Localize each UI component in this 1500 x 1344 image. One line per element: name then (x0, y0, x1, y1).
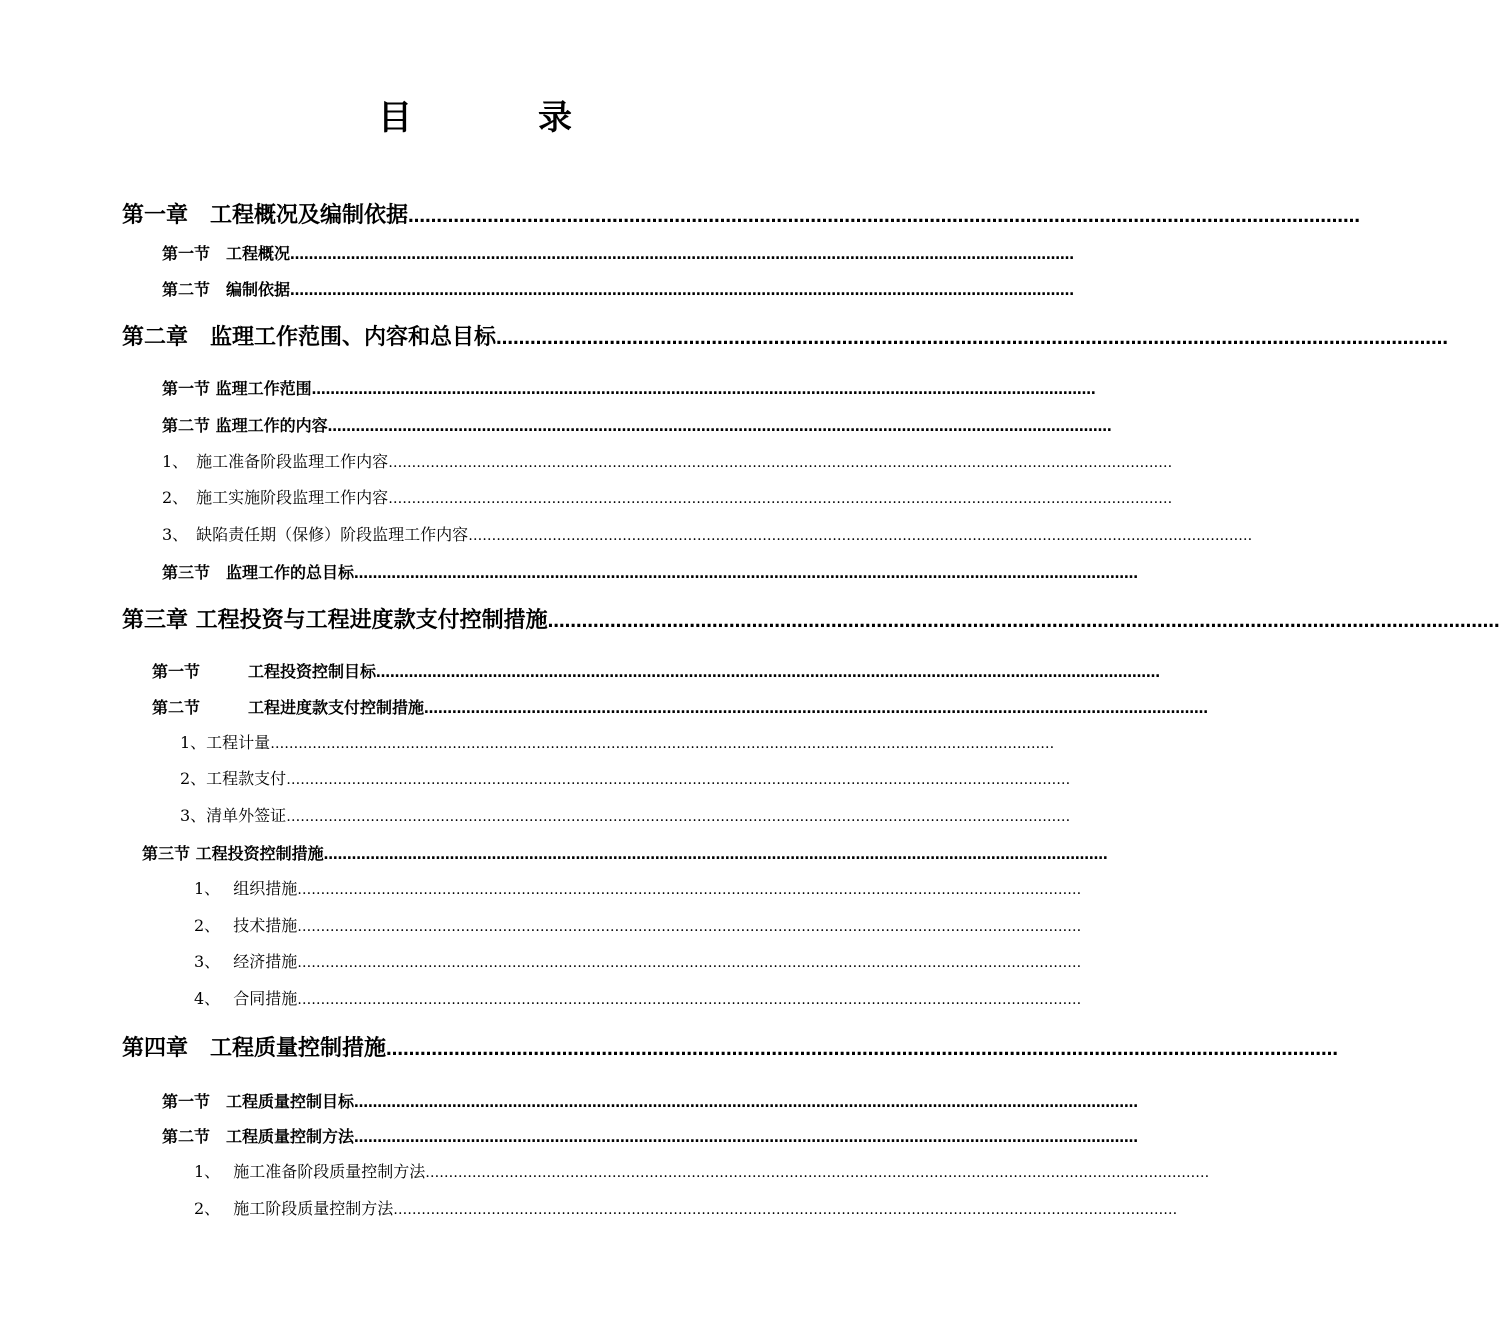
toc-leader-dots: …………………………………………………………………………………………………………………………………………………… (297, 882, 1082, 898)
toc-entry-text: 1、 施工准备阶段监理工作内容 (162, 452, 389, 471)
toc-leader-dots: …………………………………………………………………………………………………………………………………………………… (270, 736, 1055, 752)
toc-leader-dots: …………………………………………………………………………………………………………………………………………………… (297, 919, 1082, 935)
toc-entry-text: 第一节 工程投资控制目标 (152, 662, 377, 681)
toc-entry-text: 第二节 工程质量控制方法 (162, 1127, 355, 1146)
toc-chapter-2[interactable] (122, 322, 1449, 354)
toc-leader-dots: …………………………………………………………………………………………………………………………………………………… (354, 566, 1139, 582)
toc-section-2-2[interactable] (162, 414, 1112, 438)
toc-entry-text: 2、 技术措施 (194, 916, 298, 935)
toc-entry-text: 第二节 监理工作的内容 (162, 416, 328, 435)
toc-leader-dots: …………………………………………………………………………………………………………………………………………………… (386, 1040, 1339, 1060)
toc-leader-dots: …………………………………………………………………………………………………………………………………………………… (496, 329, 1449, 349)
toc-entry-text: 3、 缺陷责任期（保修）阶段监理工作内容 (162, 525, 469, 544)
toc-chapter-3[interactable] (122, 605, 1500, 637)
toc-section-2-3[interactable] (162, 561, 1139, 585)
toc-chapter-4[interactable] (122, 1033, 1339, 1065)
toc-section-3-1[interactable] (152, 660, 1161, 684)
toc-leader-dots: …………………………………………………………………………………………………………………………………………………… (388, 491, 1173, 507)
toc-entry-text: 2、 施工实施阶段监理工作内容 (162, 488, 389, 507)
toc-entry-text: 1、 组织措施 (194, 879, 298, 898)
toc-section-3-3[interactable] (142, 842, 1108, 866)
toc-leader-dots: …………………………………………………………………………………………………………………………………………………… (388, 455, 1173, 471)
toc-entry-text: 第二节 编制依据 (162, 280, 291, 299)
toc-item-3-3-2[interactable] (194, 914, 1082, 938)
toc-entry-text: 第二节 工程进度款支付控制措施 (152, 698, 425, 717)
toc-leader-dots: …………………………………………………………………………………………………………………………………………………… (297, 955, 1082, 971)
toc-entry-text: 4、 合同措施 (194, 989, 298, 1008)
toc-item-3-3-3[interactable] (194, 950, 1082, 974)
toc-item-3-2-3[interactable] (180, 804, 1071, 828)
toc-entry-text: 第二章 监理工作范围、内容和总目标 (122, 325, 497, 350)
toc-section-1-1[interactable] (162, 242, 1075, 266)
toc-entry-text: 1、工程计量 (180, 733, 271, 752)
toc-leader-dots: …………………………………………………………………………………………………………………………………………………… (354, 1095, 1139, 1111)
toc-section-2-1[interactable] (162, 377, 1096, 401)
toc-item-4-2-2[interactable] (194, 1197, 1178, 1221)
toc-leader-dots: …………………………………………………………………………………………………………………………………………………… (323, 847, 1108, 863)
toc-item-3-3-1[interactable] (194, 877, 1082, 901)
toc-leader-dots: …………………………………………………………………………………………………………………………………………………… (290, 283, 1075, 299)
toc-item-3-2-1[interactable] (180, 731, 1055, 755)
toc-item-2-2-3[interactable] (162, 523, 1253, 547)
toc-leader-dots: …………………………………………………………………………………………………………………………………………………… (290, 247, 1075, 263)
toc-leader-dots: …………………………………………………………………………………………………………………………………………………… (286, 772, 1071, 788)
toc-leader-dots: …………………………………………………………………………………………………………………………………………………… (468, 528, 1253, 544)
toc-entry-text: 2、 施工阶段质量控制方法 (194, 1199, 394, 1218)
toc-entry-text: 2、工程款支付 (180, 769, 287, 788)
page-title: 目 录 (378, 98, 618, 138)
toc-section-4-2[interactable] (162, 1125, 1139, 1149)
toc-item-4-2-1[interactable] (194, 1160, 1210, 1184)
toc-entry-text: 第三节 工程投资控制措施 (142, 844, 324, 863)
toc-leader-dots: …………………………………………………………………………………………………………………………………………………… (327, 419, 1112, 435)
toc-leader-dots: …………………………………………………………………………………………………………………………………………………… (354, 1130, 1139, 1146)
toc-entry-text: 第一节 工程质量控制目标 (162, 1092, 355, 1111)
toc-leader-dots: …………………………………………………………………………………………………………………………………………………… (297, 992, 1082, 1008)
toc-item-2-2-1[interactable] (162, 450, 1173, 474)
toc-item-3-3-4[interactable] (194, 987, 1082, 1011)
toc-chapter-1[interactable] (122, 200, 1361, 232)
toc-leader-dots: …………………………………………………………………………………………………………………………………………………… (376, 665, 1161, 681)
toc-entry-text: 第四章 工程质量控制措施 (122, 1036, 387, 1061)
toc-leader-dots: …………………………………………………………………………………………………………………………………………………… (424, 701, 1209, 717)
toc-leader-dots: …………………………………………………………………………………………………………………………………………………… (311, 382, 1096, 398)
toc-entry-text: 第一节 工程概况 (162, 244, 291, 263)
toc-leader-dots: …………………………………………………………………………………………………………………………………………………… (425, 1165, 1210, 1181)
toc-entry-text: 第三章 工程投资与工程进度款支付控制措施 (122, 608, 548, 633)
toc-entry-text: 1、 施工准备阶段质量控制方法 (194, 1162, 426, 1181)
toc-entry-text: 第一节 监理工作范围 (162, 379, 312, 398)
toc-leader-dots: …………………………………………………………………………………………………………………………………………………… (286, 809, 1071, 825)
toc-item-3-2-2[interactable] (180, 767, 1071, 791)
toc-entry-text: 第一章 工程概况及编制依据 (122, 203, 409, 228)
toc-section-3-2[interactable] (152, 696, 1209, 720)
toc-leader-dots: …………………………………………………………………………………………………………………………………………………… (393, 1202, 1178, 1218)
toc-section-4-1[interactable] (162, 1090, 1139, 1114)
toc-entry-text: 3、 经济措施 (194, 952, 298, 971)
toc-leader-dots: …………………………………………………………………………………………………………………………………………………… (408, 207, 1361, 227)
toc-section-1-2[interactable] (162, 278, 1075, 302)
toc-entry-text: 第三节 监理工作的总目标 (162, 563, 355, 582)
toc-leader-dots: …………………………………………………………………………………………………………………………………………………… (547, 612, 1500, 632)
toc-entry-text: 3、清单外签证 (180, 806, 287, 825)
toc-item-2-2-2[interactable] (162, 486, 1173, 510)
